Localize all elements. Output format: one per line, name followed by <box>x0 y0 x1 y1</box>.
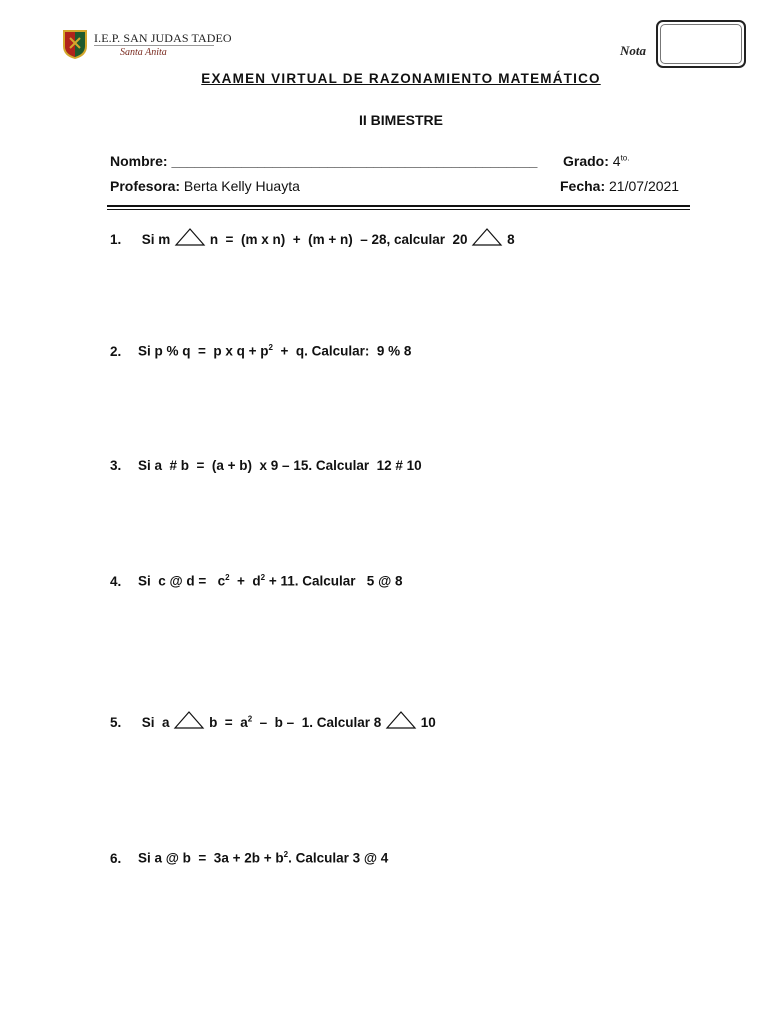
question-2 <box>110 343 411 359</box>
question-4 <box>110 573 403 589</box>
exponent: 2 <box>268 343 273 352</box>
question-text-part: Si a <box>141 715 170 730</box>
school-location: Santa Anita <box>120 47 167 58</box>
question-number: 1. <box>110 232 122 247</box>
question-text-part: + q. Calcular: 9 % 8 <box>272 343 412 359</box>
exam-title: EXAMEN VIRTUAL DE RAZONAMIENTO MATEMÁTICO <box>201 71 601 86</box>
school-shield-logo <box>62 28 88 60</box>
triangle-operator-icon <box>385 711 417 729</box>
grado-value: 4 <box>612 153 621 169</box>
question-1 <box>110 228 515 247</box>
question-text-part: Si m <box>141 232 171 247</box>
fecha-label: Fecha: <box>560 178 606 194</box>
question-6 <box>110 850 388 866</box>
question-text-part: Si c @ d = c <box>138 573 226 589</box>
question-text-part: n = (m x n) + (m + n) – 28, calcular 20 <box>209 232 468 247</box>
exponent: 2 <box>260 573 266 582</box>
header-divider-thick <box>107 205 690 207</box>
exam-subtitle: II BIMESTRE <box>358 112 443 128</box>
triangle-operator-icon <box>173 711 205 729</box>
nombre-row <box>110 153 537 169</box>
question-text-part: Si p % q = p x q + p <box>138 343 269 359</box>
triangle-operator-icon <box>174 228 206 246</box>
exponent: 2 <box>225 573 230 582</box>
profesora-label: Profesora: <box>110 178 181 194</box>
header-divider-thin <box>107 209 690 210</box>
grado-label: Grado: <box>563 153 609 169</box>
fecha-row <box>560 178 679 194</box>
exponent: 2 <box>283 850 289 859</box>
school-name-divider <box>94 45 214 46</box>
school-name: I.E.P. SAN JUDAS TADEO <box>94 31 232 45</box>
question-5 <box>110 711 436 730</box>
grado-suffix: to. <box>620 153 630 163</box>
exponent: 2 <box>247 714 253 724</box>
profesora-value: Berta Kelly Huayta <box>183 178 300 194</box>
question-text-part: b = a <box>209 715 248 730</box>
question-text-part: – b – 1. Calcular 8 <box>252 715 382 730</box>
grado-row <box>563 153 629 169</box>
nota-label: Nota <box>620 43 646 58</box>
question-number: 6. <box>110 850 122 866</box>
nota-grade-box <box>656 20 746 68</box>
question-text-part: + d <box>229 573 261 589</box>
nombre-label: Nombre: <box>110 153 168 169</box>
question-text-part: 10 <box>420 715 436 730</box>
question-number: 2. <box>110 343 122 359</box>
question-text-part: . Calcular 3 @ 4 <box>288 850 389 866</box>
question-text-part: + 11. Calcular 5 @ 8 <box>265 573 403 589</box>
question-text: Si a # b = (a + b) x 9 – 15. Calcular 12 # 10 <box>138 458 422 473</box>
triangle-operator-icon <box>471 228 503 246</box>
fecha-value: 21/07/2021 <box>609 178 680 194</box>
question-number: 5. <box>110 715 122 730</box>
question-number: 4. <box>110 573 122 589</box>
question-number: 3. <box>110 458 122 473</box>
nombre-line: _______________________________________________ <box>171 153 538 169</box>
question-text-part: Si a @ b = 3a + 2b + b <box>138 850 284 866</box>
question-text-part: 8 <box>507 232 515 247</box>
question-3 <box>110 458 422 473</box>
profesora-row <box>110 178 300 194</box>
